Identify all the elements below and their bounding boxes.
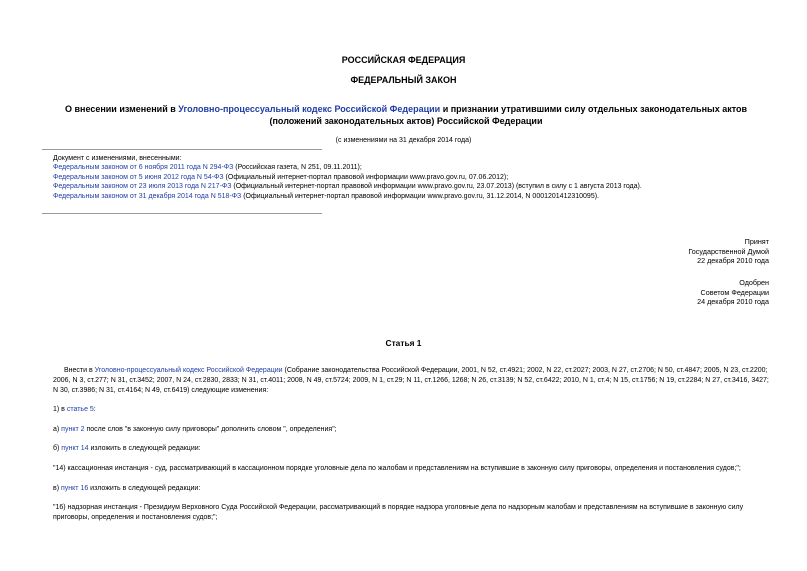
point-14-link[interactable]: пункт 14 xyxy=(61,445,89,453)
article-paragraph xyxy=(53,484,771,494)
amendments-intro: Документ с изменениями, внесенными: xyxy=(53,155,182,162)
law-title-part2: и признании утратившими силу отдельных законодательных актов (положений законодательных актов) Российской Федерации xyxy=(269,104,748,126)
amendment-item xyxy=(53,182,783,191)
amendment-source: (Официальный интернет-портал правовой информации www.pravo.gov.ru, 23.07.2013) (вступил в силу с 1 августа 2013 года). xyxy=(231,183,642,191)
document-type-heading: ФЕДЕРАЛЬНЫЙ ЗАКОН xyxy=(350,75,457,85)
text: после слов "в законную силу приговоры" дополнить словом ", определения"; xyxy=(84,425,337,433)
amendment-link[interactable]: Федеральным законом от 5 июня 2012 года N 54-ФЗ xyxy=(53,173,224,181)
divider-top xyxy=(42,149,322,150)
article-paragraph xyxy=(53,405,771,415)
article-5-link[interactable]: статье 5 xyxy=(66,406,94,414)
article-paragraph: "14) кассационная инстанция - суд, рассматривающий в кассационном порядке уголовные дела по жалобам и представлениям на вступившие в законную силу приговоры, определения и постановления судов;"; xyxy=(53,465,741,472)
law-title xyxy=(42,104,770,127)
article-heading: Статья 1 xyxy=(385,338,422,348)
approval-date: 24 декабря 2010 года xyxy=(697,297,769,307)
text: изложить в следующей редакции: xyxy=(88,484,201,492)
approval-line: Советом Федерации xyxy=(700,287,769,297)
approval-block xyxy=(697,278,769,307)
text: в) xyxy=(53,484,61,492)
amendment-link[interactable]: Федеральным законом от 6 ноября 2011 года N 294-ФЗ xyxy=(53,164,234,172)
amendment-link[interactable]: Федеральным законом от 23 июля 2013 года N 217-ФЗ xyxy=(53,183,232,191)
adoption-line: Государственной Думой xyxy=(688,246,769,256)
text: 1) в xyxy=(53,406,67,414)
article-body xyxy=(53,366,771,533)
text: : xyxy=(93,406,96,414)
text: а) xyxy=(53,425,62,433)
divider-bottom xyxy=(42,213,322,214)
article-paragraph xyxy=(53,444,771,454)
amendment-link[interactable]: Федеральным законом от 31 декабря 2014 года N 518-ФЗ xyxy=(53,192,242,200)
law-title-part1: О внесении изменений в xyxy=(64,104,179,114)
law-title-code-link[interactable]: Уголовно-процессуальный кодекс Российской Федерации xyxy=(178,104,441,114)
article-paragraph xyxy=(53,366,771,396)
country-heading: РОССИЙСКАЯ ФЕДЕРАЦИЯ xyxy=(341,55,466,65)
text: (Собрание законодательства Российской Федерации, 2001, N 52, ст.4921; 2002, N 22, ст.2027; 2003, N 27, ст.2706; N 50, ст.4847; 2005, N 23, ст.2200; 2006, N 3, ст.277; N 31, ст.3452; 2007, N 24, ст.2830, 2833; N 31, ст.4011; 2008, N 49, ст.5724; 2009, N 1, ст.29; N 11, ст.1266, 1268; N 26, ст.3139; N 52, ст.6422; 2010, N 1, ст.4; N 15, ст.1756; N 19, ст.2284; N 27, ст.3416, 3427; N 30, ст.3986; N 31, ст.4164; N 49, ст.6419) следующие изменения: xyxy=(53,367,769,394)
amendment-source: (Официальный интернет-портал правовой информации www.pravo.gov.ru, 07.06.2012); xyxy=(223,173,509,181)
amendments-block xyxy=(53,154,783,201)
text: изложить в следующей редакции: xyxy=(88,445,201,453)
approval-line: Одобрен xyxy=(739,278,769,287)
text: Внести в xyxy=(64,367,95,374)
adoption-date: 22 декабря 2010 года xyxy=(697,256,769,266)
text: б) xyxy=(53,445,62,453)
amendment-item xyxy=(53,192,783,201)
amendment-source: (Официальный интернет-портал правовой информации www.pravo.gov.ru, 31.12.2014, N 0001201412310095). xyxy=(241,192,599,200)
article-paragraph: "16) надзорная инстанция - Президиум Верховного Суда Российской Федерации, рассматривающий в порядке надзора уголовные дела по надзорным жалобам и представлениям на вступившие в законную силу приговоры, определения и постановления судов;"; xyxy=(53,504,744,521)
adoption-line: Принят xyxy=(744,237,769,246)
amendment-source: (Российская газета, N 251, 09.11.2011); xyxy=(233,164,362,172)
amendment-item xyxy=(53,173,783,182)
code-link[interactable]: Уголовно-процессуальный кодекс Российской Федерации xyxy=(94,367,283,374)
edition-note: (с изменениями на 31 декабря 2014 года) xyxy=(335,137,472,144)
point-2-link[interactable]: пункт 2 xyxy=(61,425,85,433)
amendment-item xyxy=(53,163,783,172)
adoption-block xyxy=(688,237,769,266)
point-16-link[interactable]: пункт 16 xyxy=(61,484,89,492)
article-paragraph xyxy=(53,425,771,435)
